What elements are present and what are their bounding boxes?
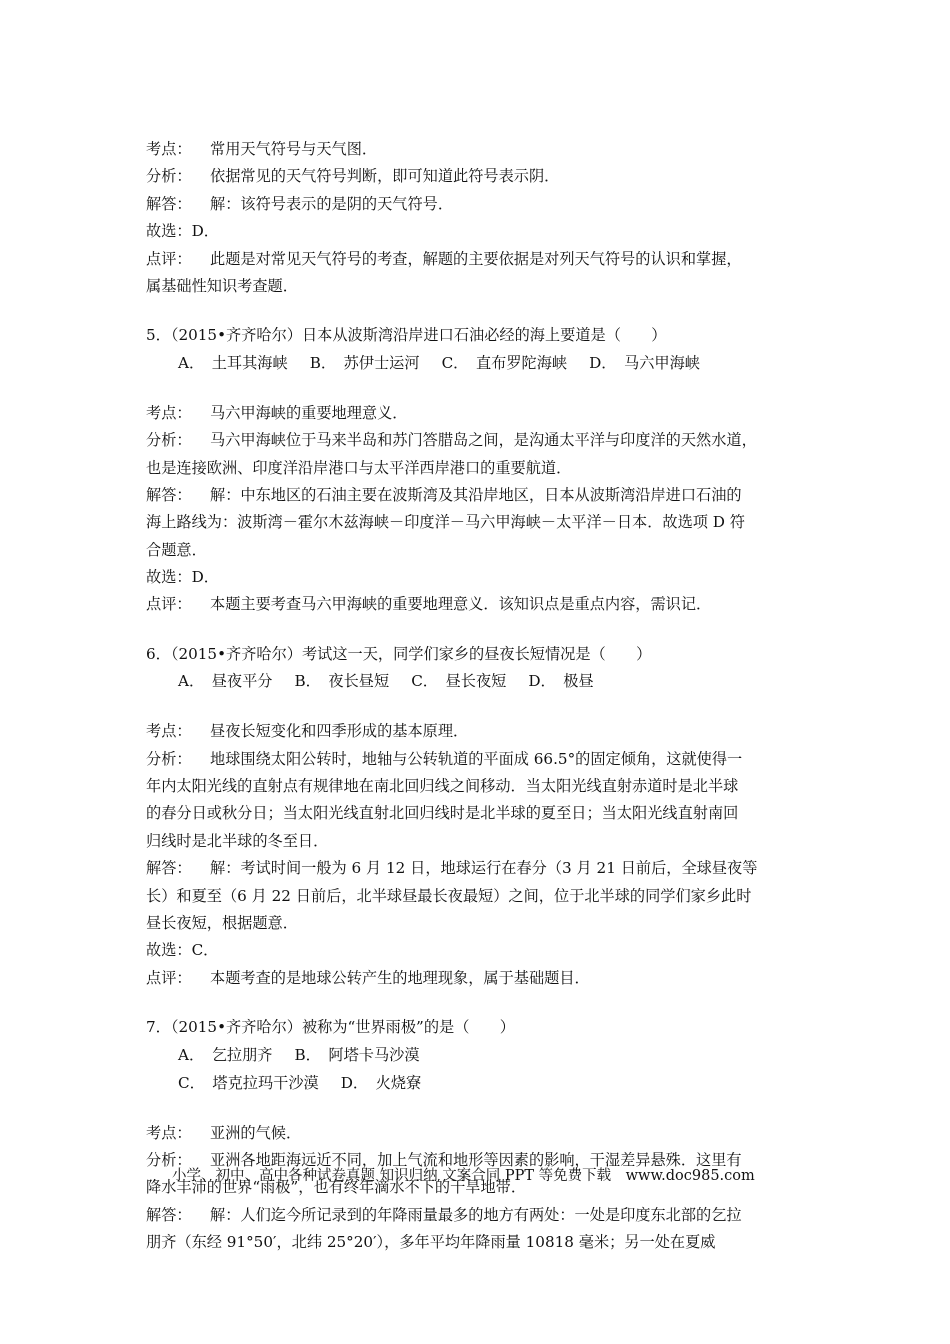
jieda-text: 解：人们迄今所记录到的年降雨量最多的地方有两处：一处是印度东北部的乞拉 — [210, 1205, 742, 1224]
option-b: B． 苏伊士运河 — [309, 353, 420, 372]
jieda-label: 解答： — [146, 1205, 192, 1224]
fenxi-text: 亚洲各地距海远近不同，加上气流和地形等因素的影响，干湿差异悬殊．这里有 — [210, 1150, 742, 1169]
dianping-label: 点评： — [146, 595, 192, 614]
option-c: C． 昼长夜短 — [411, 672, 507, 691]
jieda-row — [146, 855, 818, 882]
dianping-text: 本题主要考查马六甲海峡的重要地理意义．该知识点是重点内容，需识记． — [210, 595, 712, 614]
option-d: D． 火烧寮 — [340, 1073, 422, 1092]
fenxi-continuation: 归线时是北半球的冬至日． — [146, 831, 329, 850]
question-6-stem: 6．（2015•齐齐哈尔）考试这一天，同学们家乡的昼夜长短情况是（ ） — [146, 644, 652, 663]
kaodian-row — [146, 136, 818, 163]
jieda-row — [146, 191, 818, 218]
jieda-continuation: 海上路线为：波斯湾－霍尔木兹海峡－印度洋－马六甲海峡－太平洋－日本．故选项 D 符 — [146, 513, 745, 532]
dianping-label: 点评： — [146, 249, 192, 268]
jieda-text: 解：该符号表示的是阴的天气符号． — [210, 194, 453, 213]
fenxi-continuation: 的春分日或秋分日；当太阳光线直射北回归线时是北半球的夏至日；当太阳光线直射南回 — [146, 804, 739, 823]
jieda-text: 解：考试时间一般为 6 月 12 日，地球运行在春分（3 月 21 日前后，全球昼夜等 — [210, 859, 758, 878]
option-b: B． 阿塔卡马沙漠 — [294, 1045, 420, 1064]
dianping-row — [146, 965, 818, 992]
question-5-options — [146, 350, 818, 378]
jieda-label: 解答： — [146, 859, 192, 878]
fenxi-label: 分析： — [146, 1150, 192, 1169]
option-a: A． 乞拉朋齐 — [178, 1045, 273, 1064]
jieda-row — [146, 482, 818, 509]
jieda-continuation: 昼长夜短，根据题意． — [146, 913, 298, 932]
fenxi-continuation: 也是连接欧洲、印度洋沿岸港口与太平洋西岸港口的重要航道． — [146, 458, 572, 477]
answer-line: 故选：C． — [146, 941, 219, 960]
jieda-continuation: 长）和夏至（6 月 22 日前后，北半球昼最长夜最短）之间，位于北半球的同学们家乡此时 — [146, 886, 752, 905]
kaodian-row — [146, 718, 818, 745]
kaodian-text: 亚洲的气候． — [210, 1123, 302, 1142]
option-d: D． 马六甲海峡 — [589, 353, 700, 372]
question-7-stem: 7．（2015•齐齐哈尔）被称为“世界雨极”的是（ ） — [146, 1018, 515, 1037]
fenxi-row — [146, 746, 818, 773]
fenxi-label: 分析： — [146, 749, 192, 768]
jieda-label: 解答： — [146, 194, 192, 213]
kaodian-row — [146, 1120, 818, 1147]
dianping-row — [146, 246, 818, 273]
dianping-label: 点评： — [146, 968, 192, 987]
answer-line: 故选：D． — [146, 222, 219, 241]
dianping-row — [146, 591, 818, 618]
option-d: D． 极昼 — [528, 672, 594, 691]
fenxi-text: 马六甲海峡位于马来半岛和苏门答腊岛之间，是沟通太平洋与印度洋的天然水道， — [210, 431, 757, 450]
page-footer: 小学、初中、高中各种试卷真题 知识归纳 文案合同 PPT 等免费下载 www.doc985.com — [172, 1168, 755, 1184]
jieda-continuation: 朋齐（东经 91°50′，北纬 25°20′），多年平均年降雨量 10818 毫米；另一处在夏威 — [146, 1233, 716, 1252]
option-c: C． 直布罗陀海峡 — [441, 353, 568, 372]
fenxi-label: 分析： — [146, 431, 192, 450]
dianping-text: 本题考查的是地球公转产生的地理现象，属于基础题目． — [210, 968, 590, 987]
answer-line: 故选：D． — [146, 568, 219, 587]
dianping-text: 此题是对常见天气符号的考查，解题的主要依据是对列天气符号的认识和掌握， — [210, 249, 742, 268]
question-5-stem: 5．（2015•齐齐哈尔）日本从波斯湾沿岸进口石油必经的海上要道是（ ） — [146, 326, 667, 345]
question-7-options-row1 — [146, 1042, 818, 1070]
option-c: C． 塔克拉玛干沙漠 — [178, 1073, 319, 1092]
jieda-continuation: 合题意． — [146, 540, 207, 559]
option-a: A． 昼夜平分 — [178, 672, 273, 691]
dianping-continuation: 属基础性知识考查题． — [146, 276, 298, 295]
jieda-text: 解：中东地区的石油主要在波斯湾及其沿岸地区，日本从波斯湾沿岸进口石油的 — [210, 485, 742, 504]
fenxi-continuation: 年内太阳光线的直射点有规律地在南北回归线之间移动．当太阳光线直射赤道时是北半球 — [146, 777, 739, 796]
kaodian-text: 马六甲海峡的重要地理意义． — [210, 403, 408, 422]
question-7-options-row2 — [146, 1070, 818, 1098]
kaodian-label: 考点： — [146, 1123, 192, 1142]
kaodian-label: 考点： — [146, 403, 192, 422]
kaodian-label: 考点： — [146, 722, 192, 741]
kaodian-text: 常用天气符号与天气图． — [210, 140, 378, 158]
kaodian-row — [146, 400, 818, 427]
kaodian-label: 考点： — [146, 140, 192, 158]
question-6-options — [146, 668, 818, 696]
jieda-row — [146, 1202, 818, 1229]
fenxi-row — [146, 427, 818, 454]
fenxi-continuation: 降水丰沛的世界“雨极”，也有终年滴水不下的干旱地带． — [146, 1178, 527, 1197]
fenxi-label: 分析： — [146, 167, 192, 186]
option-a: A． 土耳其海峡 — [178, 353, 288, 372]
kaodian-text: 昼夜长短变化和四季形成的基本原理． — [210, 722, 469, 741]
fenxi-text: 依据常见的天气符号判断，即可知道此符号表示阴． — [210, 167, 560, 186]
option-b: B． 夜长昼短 — [294, 672, 390, 691]
jieda-label: 解答： — [146, 485, 192, 504]
document-body — [146, 136, 818, 1257]
fenxi-row — [146, 163, 818, 190]
fenxi-text: 地球围绕太阳公转时，地轴与公转轨道的平面成 66.5°的固定倾角，这就使得一 — [210, 749, 743, 768]
